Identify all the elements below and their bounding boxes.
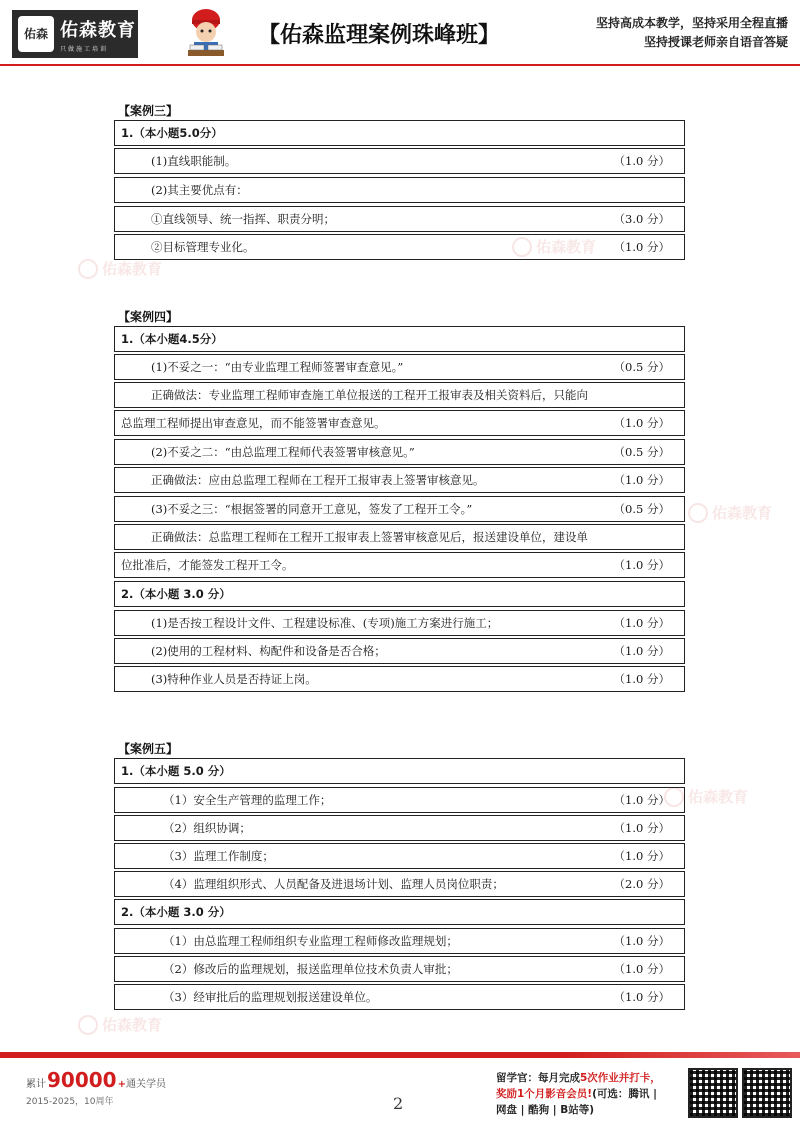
logo-name: 佑森教育: [60, 19, 136, 41]
answer-row: 正确做法：专业监理工程师审查施工单位报送的工程开工报审表及相关资料后，只能向: [114, 382, 685, 408]
answer-row: （1）由总监理工程师组织专业监理工程师修改监理规划； （1.0 分）: [114, 928, 685, 954]
qr-code-icon: [742, 1068, 792, 1118]
answer-row: (1)直线职能制。 （1.0 分）: [114, 148, 685, 174]
promo-e: 网盘 | 酷狗 | B站等): [496, 1104, 595, 1116]
mascot-icon: [180, 6, 232, 62]
promo-a: 留学官：每月完成: [496, 1072, 580, 1084]
promo-b: 5次作业并打卡，: [580, 1072, 661, 1084]
answer-row: （2）修改后的监理规划，报送监理单位技术负责人审批； （1.0 分）: [114, 956, 685, 982]
case-5-title: 【案例五】: [118, 742, 179, 756]
page-header: [0, 0, 800, 66]
footer-band: [0, 1052, 800, 1058]
slogan-line-1: 坚持高成本教学，坚持采用全程直播: [595, 16, 788, 30]
answer-row: (2)使用的工程材料、构配件和设备是否合格； （1.0 分）: [114, 638, 685, 664]
answer-row: 正确做法：总监理工程师在工程开工报审表上签署审核意见后，报送建设单位，建设单: [114, 524, 685, 550]
answer-row: (3)不妥之三：“根据签署的同意开工意见，签发了工程开工令。” （0.5 分）: [114, 496, 685, 522]
page-number: 2: [393, 1094, 404, 1113]
brand-logo: [12, 10, 138, 58]
logo-slogan: 只做施工培训: [60, 45, 109, 53]
qr-code-icon: [688, 1068, 738, 1118]
case-4-title: 【案例四】: [118, 310, 179, 324]
slogan-line-2: 坚持授课老师亲自语音答疑: [643, 35, 788, 49]
case-3-q1-header: 1.（本小题5.0分）: [114, 120, 685, 146]
promo-c: 奖励1个月影音会员!: [496, 1088, 593, 1100]
answer-row: （3）监理工作制度； （1.0 分）: [114, 843, 685, 869]
answer-row: (2)其主要优点有：: [114, 177, 685, 203]
case-4-q1-header: 1.（本小题4.5分）: [114, 326, 685, 352]
count-suffix: 通关学员: [125, 1079, 166, 1090]
watermark: 佑森教育: [512, 236, 596, 257]
answer-row: (2)不妥之二：“由总监理工程师代表签署审核意见。” （0.5 分）: [114, 439, 685, 465]
header-title: 【佑森监理案例珠峰班】: [258, 23, 501, 48]
years-label: 2015-2025，10周年: [26, 1097, 114, 1107]
answer-row: ②目标管理专业化。 （1.0 分）: [114, 234, 685, 260]
answer-row: (1)不妥之一：“由专业监理工程师签署审查意见。” （0.5 分）: [114, 354, 685, 380]
count-plus: +: [117, 1079, 126, 1090]
answer-row: （1）安全生产管理的监理工作； （1.0 分）: [114, 787, 685, 813]
answer-row: 正确做法：应由总监理工程师在工程开工报审表上签署审核意见。 （1.0 分）: [114, 467, 685, 493]
footer-stats: [26, 1068, 166, 1107]
header-slogans: [596, 14, 788, 52]
answer-row: ①直线领导、统一指挥、职责分明； （3.0 分）: [114, 206, 685, 232]
count-prefix: 累计: [26, 1079, 46, 1090]
answer-row: （4）监理组织形式、人员配备及进退场计划、监理人员岗位职责； （2.0 分）: [114, 871, 685, 897]
logo-mark: 佑森: [18, 16, 54, 52]
promo-d: (可选：腾讯 |: [592, 1088, 657, 1100]
answer-row: 位批准后，才能签发工程开工令。 （1.0 分）: [114, 552, 685, 578]
case-4-q2-header: 2.（本小题 3.0 分）: [114, 581, 685, 607]
answer-row: 总监理工程师提出审查意见，而不能签署审查意见。 （1.0 分）: [114, 410, 685, 436]
watermark: 佑森教育: [664, 786, 748, 807]
answer-row: （3）经审批后的监理规划报送建设单位。 （1.0 分）: [114, 984, 685, 1010]
answer-row: (1)是否按工程设计文件、工程建设标准、(专项)施工方案进行施工； （1.0 分）: [114, 610, 685, 636]
case-5-q2-header: 2.（本小题 3.0 分）: [114, 899, 685, 925]
answer-row: (3)特种作业人员是否持证上岗。 （1.0 分）: [114, 666, 685, 692]
footer-promo: [496, 1070, 686, 1118]
watermark: 佑森教育: [78, 1014, 162, 1035]
watermark: 佑森教育: [78, 258, 162, 279]
graduate-count: 90000: [47, 1068, 117, 1092]
case-5-q1-header: 1.（本小题 5.0 分）: [114, 758, 685, 784]
header-divider: [0, 64, 800, 66]
answer-row: （2）组织协调； （1.0 分）: [114, 815, 685, 841]
watermark: 佑森教育: [688, 502, 772, 523]
case-3-title: 【案例三】: [118, 104, 179, 118]
